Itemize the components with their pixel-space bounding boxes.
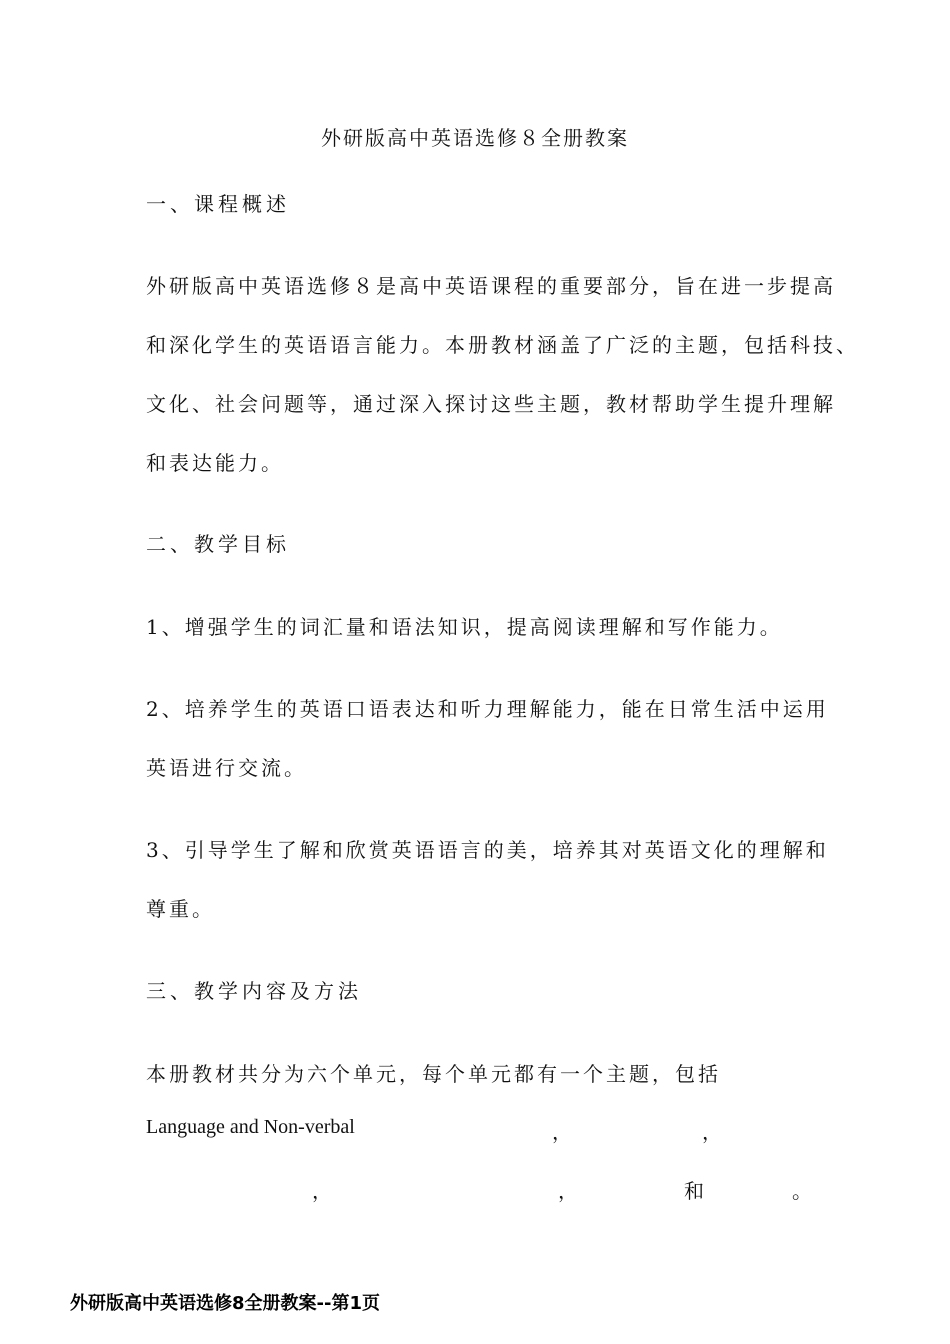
comma: ，: [312, 1179, 332, 1203]
comma: ，: [552, 1120, 572, 1144]
conjunction-and: 和: [684, 1179, 704, 1203]
goal-item-3-continued: 尊重。: [146, 897, 215, 921]
paragraph-line: 本册教材共分为六个单元，每个单元都有一个主题，包括: [146, 1062, 721, 1086]
paragraph-line: 和表达能力。: [146, 451, 284, 475]
document-title: 外研版高中英语选修８全册教案: [321, 126, 629, 150]
unit-name-1: Language and Non-verbal: [146, 1116, 355, 1138]
section-heading-overview: 一、课程概述: [146, 192, 290, 216]
period: 。: [792, 1179, 812, 1203]
section-heading-content-methods: 三、教学内容及方法: [146, 979, 362, 1003]
comma: ，: [558, 1179, 578, 1203]
goal-item-1: 1、增强学生的词汇量和语法知识，提高阅读理解和写作能力。: [146, 615, 783, 639]
paragraph-line: 文化、社会问题等，通过深入探讨这些主题，教材帮助学生提升理解: [146, 392, 836, 416]
goal-item-2-continued: 英语进行交流。: [146, 756, 307, 780]
section-heading-goals: 二、教学目标: [146, 532, 290, 556]
comma: ，: [702, 1120, 722, 1144]
page-footer: 外研版高中英语选修8全册教案--第1页: [70, 1293, 380, 1314]
goal-item-2: 2、培养学生的英语口语表达和听力理解能力，能在日常生活中运用: [146, 697, 829, 721]
paragraph-line: 外研版高中英语选修８是高中英语课程的重要部分，旨在进一步提高: [146, 274, 836, 298]
goal-item-3: 3、引导学生了解和欣赏英语语言的美，培养其对英语文化的理解和: [146, 838, 829, 862]
paragraph-line: 和深化学生的英语语言能力。本册教材涵盖了广泛的主题，包括科技、: [146, 333, 859, 357]
